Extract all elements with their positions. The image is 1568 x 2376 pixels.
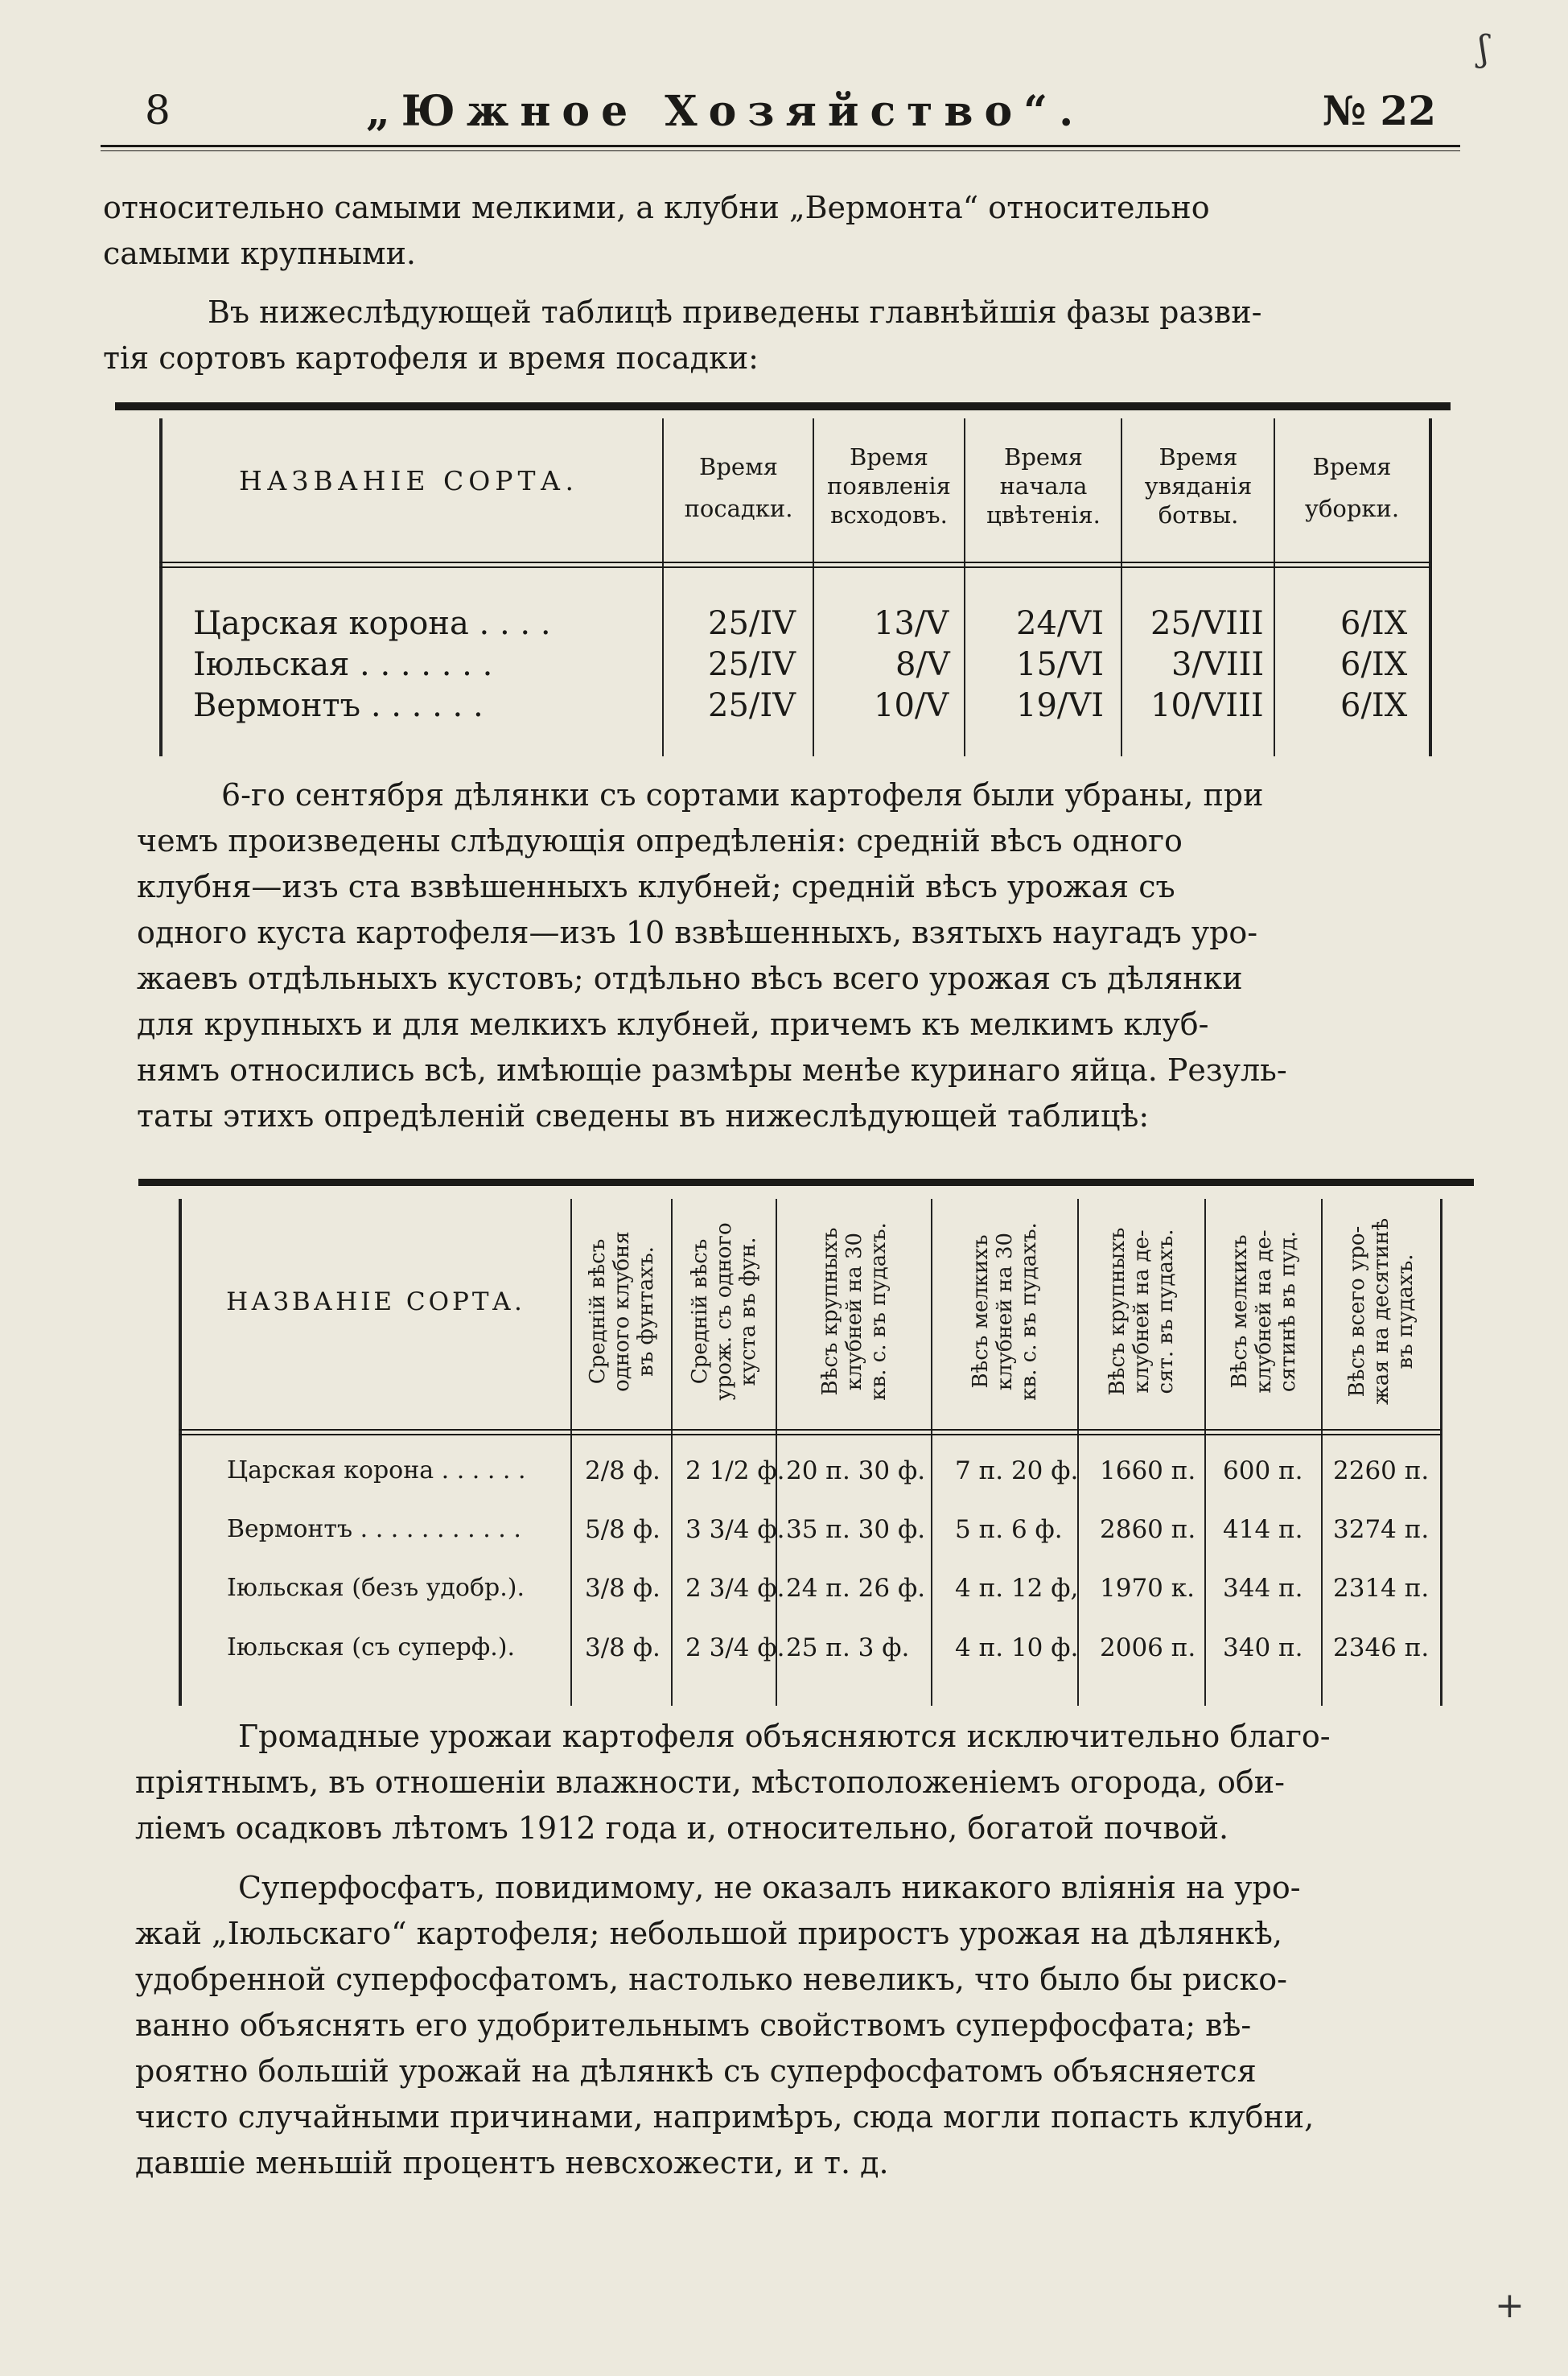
table2-col-header-text: Средній вѣсъ одного клубня въ фунтахъ.	[585, 1231, 658, 1392]
closing-paragraph-2: Суперфосфатъ, повидимому, не оказалъ никакого вліянія на уро- жай „Іюльскаго“ картофеля; небольшой приростъ урожая на дѣлянкѣ, удобренной суперфосфатомъ, настолько невеликъ, что было бы риско- ванно объяснять его удобрительнымъ свойствомъ суперфосфата; вѣ- роятно большій урожай на дѣлянкѣ съ суперфосфатомъ объясняется чисто случайными причинами, напримѣръ, сюда могли попасть клубни, давшіе меньшій процентъ невсхожести, и т. д.	[135, 1870, 1315, 2180]
running-header	[101, 87, 1460, 143]
middle-paragraph: 6-го сентября дѣлянки съ сортами картофеля были убраны, при чемъ произведены слѣдующія опредѣленія: средній вѣсъ одного клубня—изъ ста взвѣшенныхъ клубней; средній вѣсъ урожая съ одного куста картофеля—изъ 10 взвѣшенныхъ, взятыхъ наугадъ уро- жаевъ отдѣльныхъ кустовъ; отдѣльно вѣсъ всего урожая съ дѣлянки для крупныхъ и для мелкихъ клубней, причемъ къ мелкимъ клуб- нямъ относились всѣ, имѣющіе размѣры менѣе куринаго яйца. Резуль- таты этихъ опредѣленій сведены въ нижеслѣдующей таблицѣ:	[137, 777, 1287, 1134]
intro-paragraph-2	[103, 290, 1463, 381]
table2-col-header-text: Вѣсъ крупныхъ клубней на 30 кв. с. въ пудахъ.	[817, 1222, 891, 1401]
table2-header-rule	[179, 1429, 1442, 1431]
table2-col-header	[932, 1199, 1077, 1424]
phenology-table	[159, 418, 1430, 756]
table1-top-rule	[115, 402, 1451, 410]
table2-right-border	[1440, 1199, 1442, 1706]
table-row: Царская корона . . . . . . 2/8 ф. 2 1/2 ф. 20 п. 30 ф. 7 п. 20 ф. 1660 п. 600 п. 2260 п.	[227, 1456, 1430, 1485]
intro-text	[103, 185, 1463, 277]
table2-col-header	[673, 1199, 776, 1424]
header-rule-thin	[101, 150, 1460, 151]
table1-header-rule	[159, 562, 1430, 563]
table2-col-header	[1323, 1199, 1440, 1424]
table2-left-border	[179, 1199, 182, 1706]
header-rule	[101, 145, 1460, 147]
table1-col-header: Время увяданія ботвы.	[1144, 443, 1253, 529]
table2-col-header	[1079, 1199, 1204, 1424]
table-row: Царская корона . . . . 25/IV 13/V 24/VI 25/VIII 6/IX	[193, 605, 1408, 642]
intro-para2-line-2: тія сортовъ картофеля и время посадки:	[103, 340, 759, 376]
table-row: Вермонтъ . . . . . . . . . . . 5/8 ф. 3 3/4 ф. 35 п. 30 ф. 5 п. 6 ф. 2860 п. 414 п. 3274 п.	[227, 1515, 1430, 1544]
margin-mark-bottom: +	[1495, 2285, 1525, 2326]
table1-col-header: Время начала цвѣтенія.	[986, 443, 1101, 529]
margin-mark-top: ʃ	[1479, 28, 1488, 69]
table2-col-header-text: Вѣсъ всего уро- жая на десятинѣ въ пудахъ.	[1345, 1217, 1418, 1406]
table1-col-header: Время появленія всходовъ.	[827, 443, 951, 529]
journal-title: „Южное Хозяйство“.	[366, 87, 1085, 136]
table2-col-header	[572, 1199, 671, 1424]
closing-paragraph-1: Громадные урожаи картофеля объясняются исключительно благо- пріятнымъ, въ отношеніи влажности, мѣстоположеніемъ огорода, оби- ліемъ осадковъ лѣтомъ 1912 года и, относительно, богатой почвой.	[135, 1719, 1331, 1846]
issue-number: № 22	[1322, 87, 1436, 134]
table2-header-rule	[179, 1434, 1442, 1435]
table2-col-header-text: Вѣсъ крупныхъ клубней на де- сят. въ пудахъ.	[1105, 1227, 1178, 1396]
table2-name-header: НАЗВАНІЕ СОРТА.	[226, 1287, 525, 1316]
intro-line-1: относительно самыми мелкими, а клубни „Вермонта“ относительно	[103, 190, 1210, 225]
table1-header-rule	[159, 566, 1430, 568]
table1-col-header: Время посадки.	[684, 453, 793, 522]
table-row: Вермонтъ . . . . . . 25/IV 10/V 19/VI 10/VIII 6/IX	[193, 687, 1408, 724]
table-row: Іюльская (безъ удобр.). 3/8 ф. 2 3/4 ф. 24 п. 26 ф. 4 п. 12 ф, 1970 к. 344 п. 2314 п.	[227, 1574, 1430, 1603]
intro-para2-line-1: Въ нижеслѣдующей таблицѣ приведены главнѣйшія фазы разви-	[208, 294, 1262, 330]
yield-table	[179, 1199, 1442, 1706]
table1-name-header: НАЗВАНІЕ СОРТА.	[239, 465, 578, 496]
table2-top-rule	[138, 1179, 1474, 1186]
table2-col-header	[1206, 1199, 1321, 1424]
table2-col-header	[777, 1199, 931, 1424]
table1-col-header: Время уборки.	[1304, 453, 1400, 522]
table-row: Іюльская . . . . . . . 25/IV 8/V 15/VI 3/VIII 6/IX	[193, 646, 1408, 683]
page-number: 8	[145, 87, 171, 134]
table2-col-header-text: Вѣсъ мелкихъ клубней на де- сятинѣ въ пуд.	[1227, 1229, 1300, 1394]
table2-col-header-text: Вѣсъ мелкихъ клубней на 30 кв. с. въ пудахъ.	[969, 1222, 1041, 1401]
table2-col-header-text: Средній вѣсъ урож. съ одного куста въ фун.	[688, 1222, 760, 1401]
table-row: Іюльская (съ суперф.). 3/8 ф. 2 3/4 ф. 25 п. 3 ф. 4 п. 10 ф. 2006 п. 340 п. 2346 п.	[227, 1633, 1430, 1662]
intro-line-2: самыми крупными.	[103, 236, 416, 271]
